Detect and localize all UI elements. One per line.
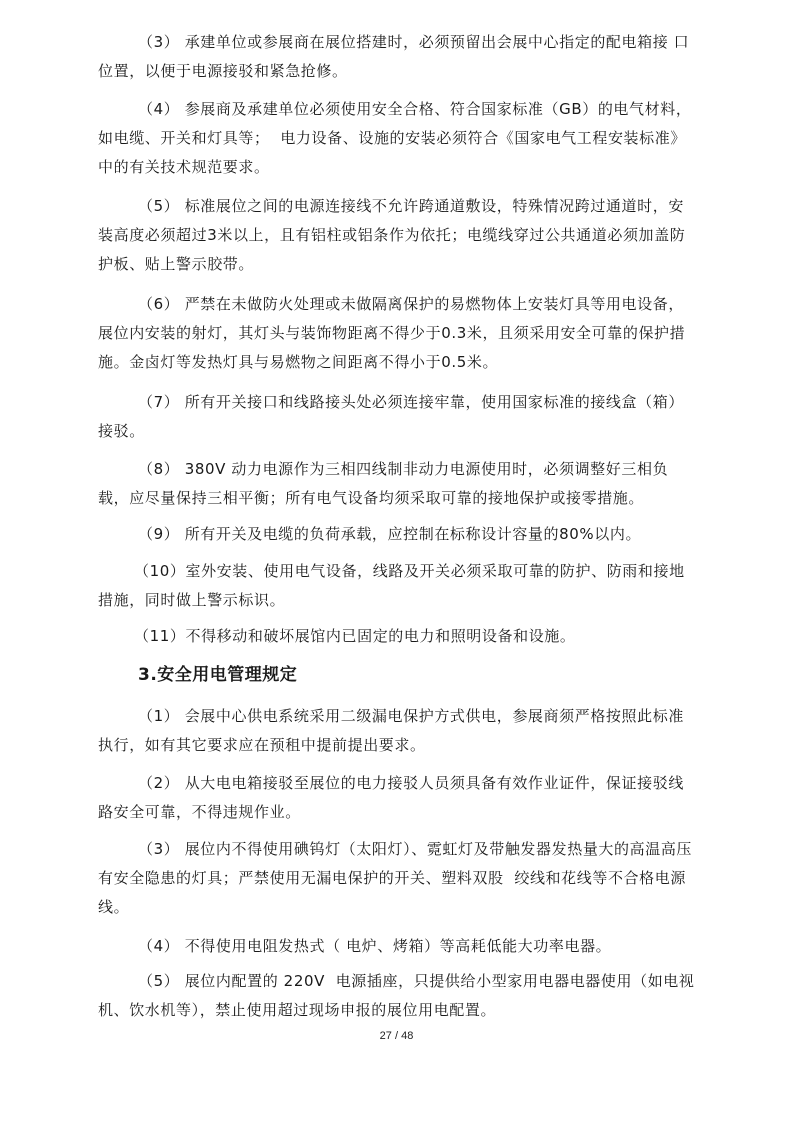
- section-heading: 3.安全用电管理规定: [138, 665, 298, 685]
- rule-item-4: （4） 不得使用电阻发热式（ 电炉、烤箱）等高耗低能大功率电器。: [138, 937, 612, 955]
- paragraph-item-4: （4） 参展商及承建单位必须使用安全合格、符合国家标准（GB）的电气材料，如电缆、开关和灯具等； 电力设备、设施的安装必须符合《国家电气工程安装标准》中的有关技术规范要求。: [98, 100, 692, 176]
- paragraph-item-6: （6） 严禁在未做防火处理或未做隔离保护的易燃物体上安装灯具等用电设备，展位内安装的射灯，其灯头与装饰物距离不得少于0.3米，且须采用安全可靠的保护措施。金卤灯等发热灯具与易燃物之间距离不得小于0.5米。: [98, 295, 686, 371]
- page-number: 27 / 48: [379, 1030, 414, 1042]
- rule-item-1: （1） 会展中心供电系统采用二级漏电保护方式供电，参展商须严格按照此标准执行，如有其它要求应在预租中提前提出要求。: [98, 707, 684, 754]
- paragraph-item-7: （7） 所有开关接口和线路接头处必须连接牢靠，使用国家标准的接线盒（箱）接驳。: [98, 393, 684, 440]
- rule-item-2: （2） 从大电电箱接驳至展位的电力接驳人员须具备有效作业证件，保证接驳线路安全可靠，不得违规作业。: [98, 774, 684, 821]
- paragraph-item-10: （10）室外安装、使用电气设备，线路及开关必须采取可靠的防护、防雨和接地措施，同时做上警示标识。: [98, 562, 685, 609]
- paragraph-item-9: （9） 所有开关及电缆的负荷承载，应控制在标称设计容量的80%以内。: [138, 525, 642, 543]
- paragraph-item-3: （3） 承建单位或参展商在展位搭建时，必须预留出会展中心指定的配电箱接 口位置，以便于电源接驳和紧急抢修。: [98, 33, 690, 80]
- paragraph-item-5: （5） 标准展位之间的电源连接线不允许跨通道敷设，特殊情况跨过通道时，安装高度必须超过3米以上，且有铝柱或铝条作为依托；电缆线穿过公共通道必须加盖防护板、贴上警示胶带。: [98, 197, 686, 273]
- rule-item-3: （3） 展位内不得使用碘钨灯（太阳灯）、霓虹灯及带触发器发热量大的高温高压有安全隐患的灯具；严禁使用无漏电保护的开关、塑料双股 绞线和花线等不合格电源线。: [98, 840, 693, 916]
- rule-item-5: （5） 展位内配置的 220V 电源插座，只提供给小型家用电器电器使用（如电视机、饮水机等），禁止使用超过现场申报的展位用电配置。: [98, 972, 695, 1019]
- paragraph-item-11: （11）不得移动和破坏展馆内已固定的电力和照明设备和设施。: [134, 627, 576, 645]
- paragraph-item-8: （8） 380V 动力电源作为三相四线制非动力电源使用时，必须调整好三相负载，应尽量保持三相平衡；所有电气设备均须采取可靠的接地保护或接零措施。: [98, 460, 669, 507]
